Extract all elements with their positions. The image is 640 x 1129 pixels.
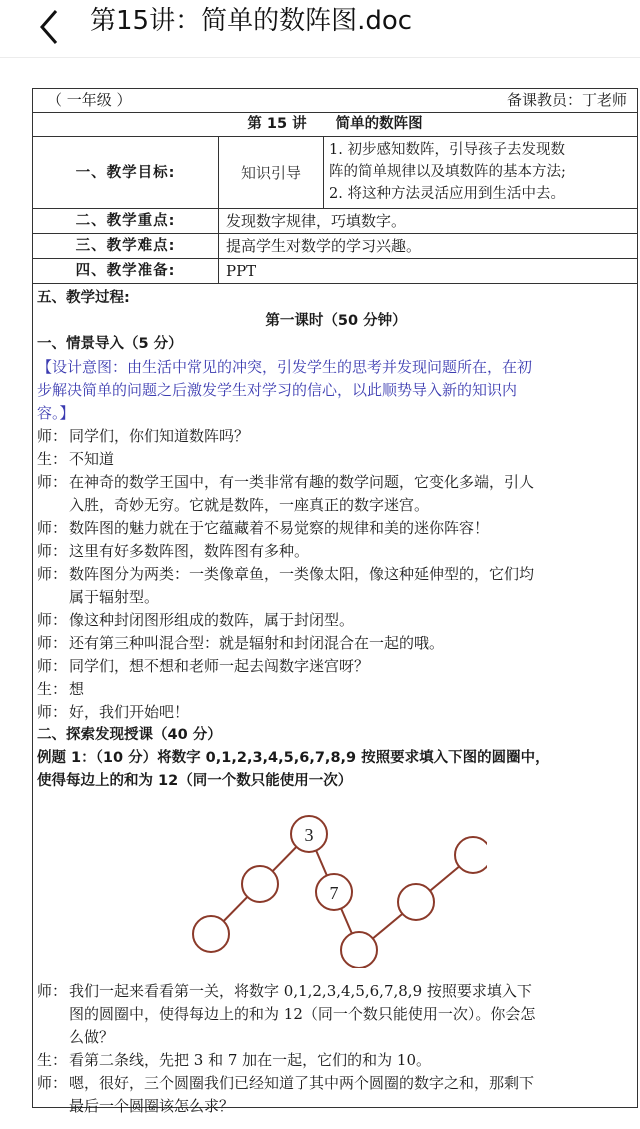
dialog-line	[37, 678, 635, 701]
dialog-text: 同学们，想不想和老师一起去闯数字迷宫呀？	[69, 657, 370, 675]
dialog-text: 我们一起来看看第一关，将数字 0,1,2,3,4,5,6,7,8,9 按照要求填入下	[69, 982, 532, 1000]
lesson-title-row	[33, 113, 637, 137]
explore-heading: 二、探索发现授课（40 分）	[37, 727, 222, 743]
speaker: 生：	[37, 450, 68, 468]
dialog-text: 不知道	[69, 450, 115, 468]
dialog-text: 像这种封闭图形组成的数阵，属于封闭型。	[69, 611, 355, 629]
difficulty-row	[33, 234, 637, 259]
prep-label: 四、教学准备:	[75, 263, 176, 279]
dialog-line	[37, 540, 635, 563]
dialog-line	[37, 980, 635, 1003]
dialog-line	[37, 655, 635, 678]
dialog-continuation: 么做？	[69, 1028, 115, 1046]
dialog-text: 这里有好多数阵图，数阵图有多种。	[69, 542, 310, 560]
focus-value: 发现数字规律，巧填数字。	[226, 212, 407, 230]
objective-line: 2. 将这种方法灵活应用到生活中去。	[329, 186, 565, 202]
speaker: 生：	[37, 680, 68, 698]
dialog-line	[37, 563, 635, 586]
circle-number: 3	[304, 825, 314, 845]
design-intent-line: 步解决简单的问题之后激发学生对学习的信心，以此顺势导入新的知识内	[37, 381, 518, 399]
objectives-label: 一、教学目标:	[75, 164, 176, 181]
prep-value: PPT	[226, 262, 257, 280]
objective-line: 1. 初步感知数阵，引导孩子去发现数	[329, 142, 565, 158]
speaker: 师：	[37, 611, 68, 629]
dialog-text: 看第二条线，先把 3 和 7 加在一起，它们的和为 10。	[69, 1051, 432, 1069]
speaker: 师：	[37, 657, 68, 675]
header-row	[33, 89, 637, 113]
focus-label: 二、教学重点:	[75, 213, 176, 229]
dialog-text: 嗯，很好，三个圆圈我们已经知道了其中两个圆圈的数字之和，那剩下	[69, 1074, 535, 1092]
dialog-line	[37, 517, 635, 540]
document-page	[32, 88, 638, 1115]
dialog-line	[37, 1049, 635, 1072]
speaker: 师：	[37, 982, 68, 1000]
speaker: 生：	[37, 1051, 68, 1069]
circle-node	[455, 837, 487, 873]
speaker: 师：	[37, 519, 68, 537]
dialog-line	[37, 632, 635, 655]
dialog-text: 同学们，你们知道数阵吗？	[69, 427, 250, 445]
design-intent-line: 【设计意图：由生活中常见的冲突，引发学生的思考并发现问题所在，在初	[37, 358, 533, 376]
dialog-text: 想	[69, 680, 85, 698]
document-title: 第15讲：简单的数阵图.doc	[90, 6, 413, 36]
dialog-line	[37, 701, 635, 724]
objective-line: 阵的简单规律以及填数阵的基本方法;	[329, 164, 566, 180]
dialog-text: 还有第三种叫混合型：就是辐射和封闭混合在一起的哦。	[69, 634, 445, 652]
speaker: 师：	[37, 542, 68, 560]
dialog-continuation: 入胜，奇妙无穷。它就是数阵，一座真正的数字迷宫。	[69, 496, 430, 514]
dialog-continuation: 最后一个圆圈该怎么求？	[69, 1097, 235, 1115]
speaker: 师：	[37, 427, 68, 445]
grade-label: （ 一年级 ）	[47, 91, 132, 109]
lesson-title: 第 15 讲 简单的数阵图	[247, 116, 423, 132]
speaker: 师：	[37, 634, 68, 652]
objectives-sublabel: 知识引导	[240, 163, 301, 182]
prep-row	[33, 259, 637, 284]
circle-node	[398, 884, 434, 920]
dialog-line	[37, 1072, 635, 1095]
dialog-line	[37, 471, 635, 494]
period-heading: 第一课时（50 分钟）	[265, 313, 407, 329]
example-line: 使得每边上的和为 12（同一个数只能使用一次）	[37, 773, 353, 789]
dialog-text: 数阵图的魅力就在于它蕴藏着不易觉察的规律和美的迷你阵容！	[69, 519, 490, 537]
dialog-text: 数阵图分为两类：一类像章鱼，一类像太阳，像这种延伸型的，它们均	[69, 565, 535, 583]
circle-node	[242, 866, 278, 902]
speaker: 师：	[37, 1074, 68, 1092]
objectives-row	[33, 137, 637, 209]
process-heading: 五、教学过程:	[37, 290, 130, 306]
dialog-continuation: 属于辐射型。	[69, 588, 160, 606]
number-array-diagram	[187, 803, 487, 968]
speaker: 师：	[37, 703, 68, 721]
difficulty-value: 提高学生对数学的学习兴趣。	[226, 237, 422, 255]
speaker: 师：	[37, 565, 68, 583]
speaker: 师：	[37, 473, 68, 491]
dialog-line	[37, 425, 635, 448]
example-line: 例题 1：（10 分）将数字 0,1,2,3,4,5,6,7,8,9 按照要求填入下图的圆圈中，	[37, 750, 550, 766]
design-intent-line: 容。】	[37, 404, 75, 422]
objectives-text	[329, 139, 566, 205]
dialog-text: 好，我们开始吧！	[69, 703, 190, 721]
process-section	[37, 287, 635, 1118]
dialog-line	[37, 448, 635, 471]
back-button[interactable]	[30, 7, 70, 47]
circle-number: 7	[329, 883, 339, 903]
teacher-label: 备课教员：丁老师	[506, 91, 627, 109]
circle-node	[341, 932, 377, 968]
intro-heading: 一、情景导入（5 分）	[37, 336, 183, 352]
chevron-left-icon	[30, 7, 70, 47]
dialog-continuation: 图的圆圈中，使得每边上的和为 12（同一个数只能使用一次）。你会怎	[69, 1005, 536, 1023]
top-bar	[0, 0, 640, 58]
dialog-line	[37, 609, 635, 632]
dialog-text: 在神奇的数学王国中，有一类非常有趣的数学问题，它变化多端，引人	[69, 473, 535, 491]
focus-row	[33, 209, 637, 234]
difficulty-label: 三、教学难点:	[75, 238, 176, 254]
circle-node	[193, 916, 229, 952]
